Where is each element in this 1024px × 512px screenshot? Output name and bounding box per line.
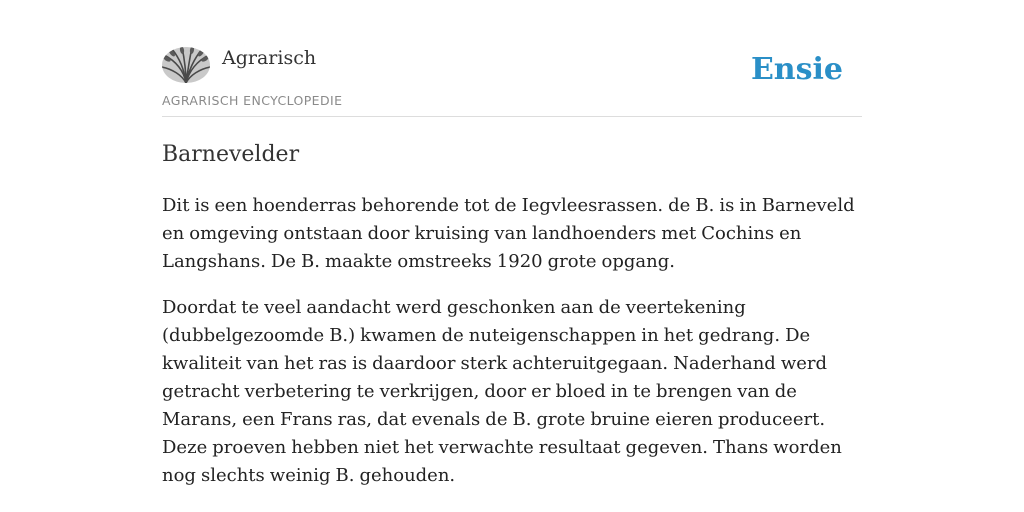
wheat-sheaf-icon[interactable] [162,47,210,83]
article-paragraph: Dit is een hoenderras behorende tot de Iegvleesrassen. de B. is in Barneveld en omgeving ontstaan door kruising van landhoenders met Cochins en Langshans. De B. maakte omstreeks 1920 grote opgang. [162,195,855,272]
header [162,46,862,117]
article-paragraph: Doordat te veel aandacht werd geschonken aan de veertekening (dubbelgezoomde B.) kwamen de nuteigenschappen in het gedrang. De kwaliteit van het ras is daardoor sterk achteruitgegaan. Naderhand werd getracht verbetering te verkrijgen, door er bloed in te brengen van de Marans, een Frans ras, dat evenals de B. grote bruine eieren produceert. Deze proeven hebben niet het verwachte resultaat gegeven. Thans worden nog slechts weinig B. gehouden. [162,297,842,486]
ensie-logo-link[interactable]: Ensie [750,52,843,87]
article [162,138,862,490]
source-name[interactable]: Agrarisch [222,47,317,69]
article-title: Barnevelder [162,142,300,167]
source-subtitle: AGRARISCH ENCYCLOPEDIE [162,93,343,108]
